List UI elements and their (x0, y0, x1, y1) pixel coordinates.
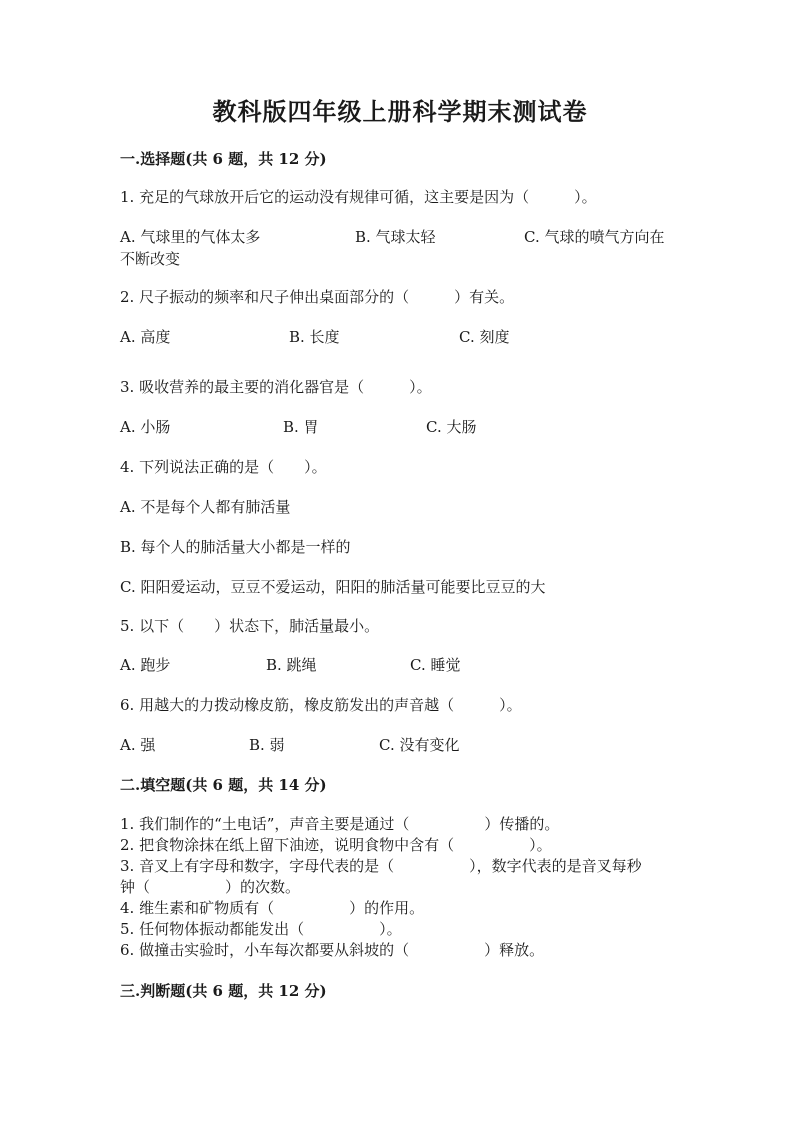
option-a: A. 跑步 (120, 656, 171, 674)
fill-item-4: 4. 维生素和矿物质有（ ）的作用。 (120, 899, 425, 917)
option-a: A. 小肠 (120, 418, 171, 436)
question-4-option-c: C. 阳阳爱运动，豆豆不爱运动，阳阳的肺活量可能要比豆豆的大 (120, 578, 546, 596)
option-b: B. 弱 (249, 736, 285, 754)
question-4-option-a: A. 不是每个人都有肺活量 (120, 498, 291, 516)
question-4-option-b: B. 每个人的肺活量大小都是一样的 (120, 538, 351, 556)
question-1: 1. 充足的气球放开后它的运动没有规律可循，这主要是因为（ ）。 (120, 188, 597, 206)
option-c-continued: 不断改变 (120, 250, 181, 268)
question-2-options (120, 326, 680, 348)
question-1-options (120, 226, 680, 248)
option-c: C. 大肠 (426, 418, 477, 436)
option-c: C. 没有变化 (379, 736, 460, 754)
fill-item-3: 3. 音叉上有字母和数字，字母代表的是（ ），数字代表的是音叉每秒 (120, 857, 642, 875)
question-2: 2. 尺子振动的频率和尺子伸出桌面部分的（ ）有关。 (120, 288, 515, 306)
fill-item-3-continued: 钟（ ）的次数。 (120, 878, 301, 896)
question-6: 6. 用越大的力拨动橡皮筋，橡皮筋发出的声音越（ ）。 (120, 696, 522, 714)
option-a: A. 高度 (120, 328, 171, 346)
question-4: 4. 下列说法正确的是（ ）。 (120, 458, 327, 476)
option-c: C. 睡觉 (410, 656, 461, 674)
option-b: B. 长度 (289, 328, 340, 346)
option-c: C. 刻度 (459, 328, 510, 346)
option-b: B. 气球太轻 (355, 228, 436, 246)
fill-item-6: 6. 做撞击实验时，小车每次都要从斜坡的（ ）释放。 (120, 941, 545, 959)
fill-item-1: 1. 我们制作的“土电话”，声音主要是通过（ ）传播的。 (120, 815, 560, 833)
option-a: A. 强 (120, 736, 156, 754)
option-a: A. 气球里的气体太多 (120, 228, 261, 246)
question-1-options-cont (120, 248, 680, 270)
option-c: C. 气球的喷气方向在 (524, 228, 665, 246)
question-5: 5. 以下（ ）状态下，肺活量最小。 (120, 617, 380, 635)
fill-item-2: 2. 把食物涂抹在纸上留下油迹，说明食物中含有（ ）。 (120, 836, 552, 854)
question-5-options (120, 654, 680, 676)
section-heading-choice: 一.选择题(共 6 题，共 12 分) (120, 150, 327, 168)
fill-item-5: 5. 任何物体振动都能发出（ ）。 (120, 920, 402, 938)
question-3: 3. 吸收营养的最主要的消化器官是（ ）。 (120, 378, 432, 396)
question-3-options (120, 416, 680, 438)
section-heading-fill-in: 二.填空题(共 6 题，共 14 分) (120, 776, 327, 794)
option-b: B. 胃 (283, 418, 319, 436)
option-b: B. 跳绳 (266, 656, 317, 674)
section-heading-true-false: 三.判断题(共 6 题，共 12 分) (120, 982, 327, 1000)
exam-title: 教科版四年级上册科学期末测试卷 (212, 97, 588, 126)
question-6-options (120, 734, 680, 756)
